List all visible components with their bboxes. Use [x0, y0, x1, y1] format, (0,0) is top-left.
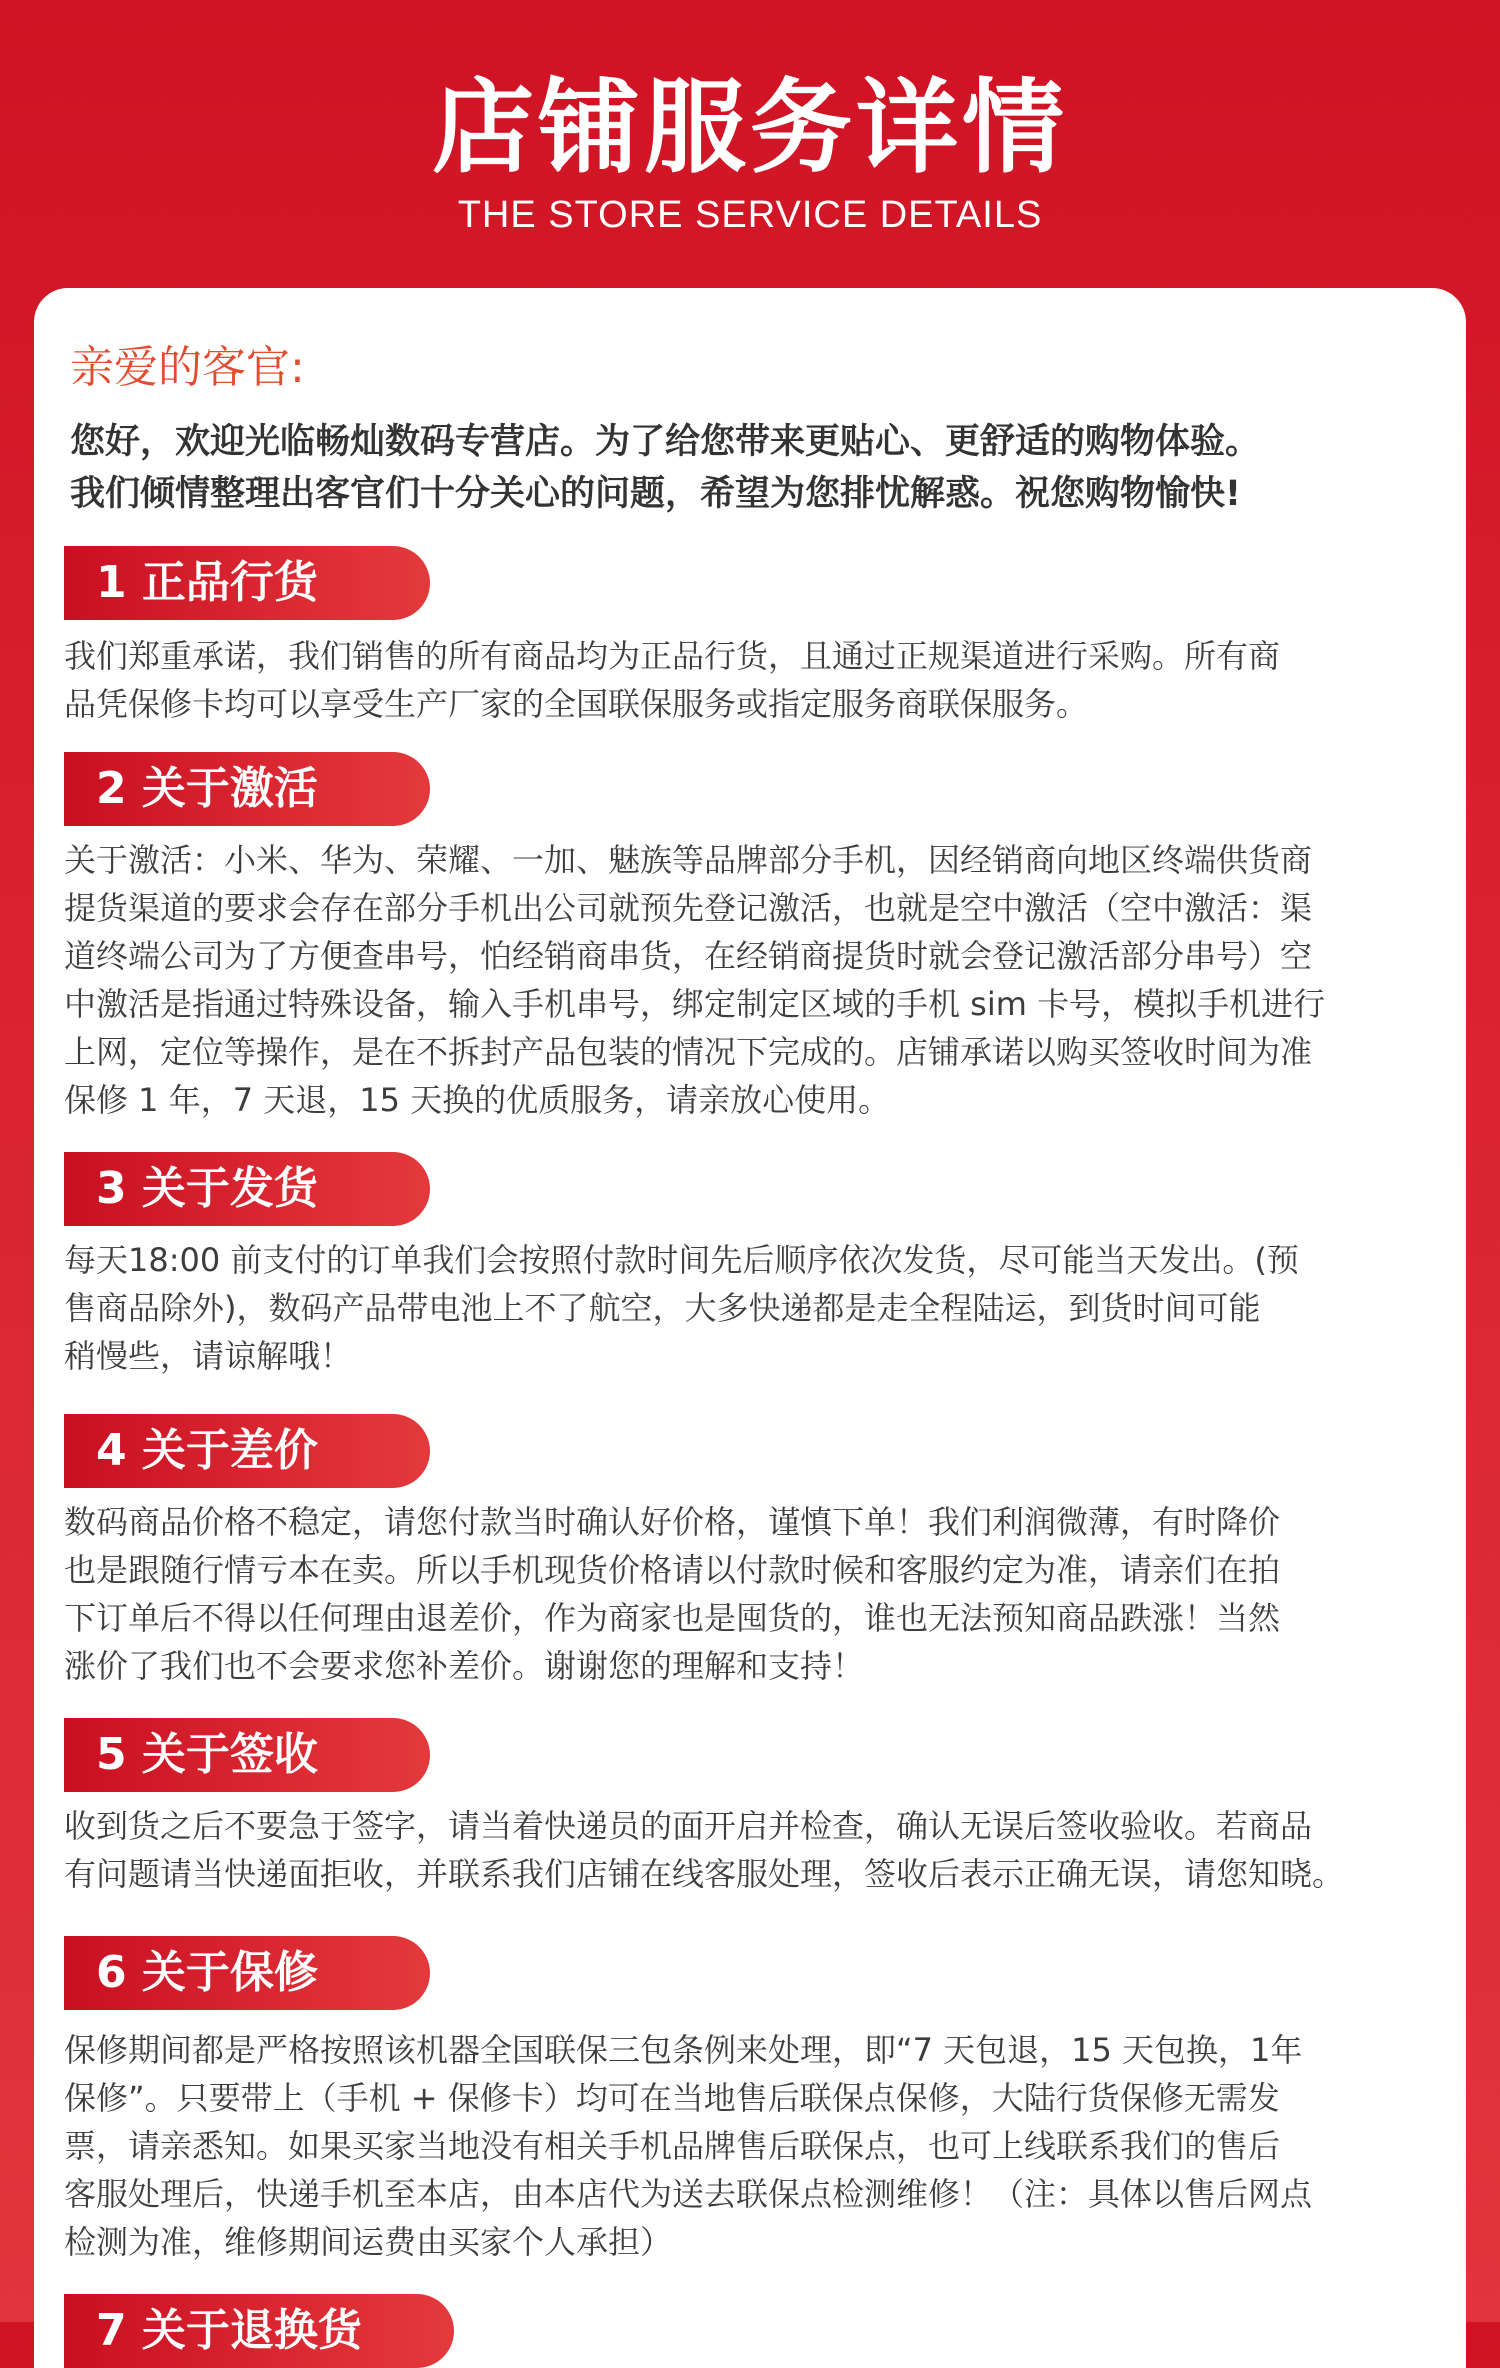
section-body-price-difference	[64, 1498, 1444, 1690]
section-heading-price-difference: 4 关于差价	[64, 1414, 430, 1488]
section-heading-shipping: 3 关于发货	[64, 1152, 430, 1226]
section-line: 保修”。只要带上（手机 + 保修卡）均可在当地售后联保点保修，大陆行货保修无需发	[64, 2079, 1280, 2117]
page-header	[0, 0, 1500, 290]
section-heading-activation: 2 关于激活	[64, 752, 430, 826]
section-line: 涨价了我们也不会要求您补差价。谢谢您的理解和支持！	[64, 1647, 865, 1685]
section-heading-returns: 7 关于退换货	[64, 2294, 454, 2368]
section-line: 保修 1 年，7 天退，15 天换的优质服务，请亲放心使用。	[64, 1081, 891, 1119]
section-body-signing	[64, 1802, 1444, 1898]
service-details-card	[34, 288, 1466, 2368]
section-body-genuine	[64, 632, 1444, 728]
section-line: 数码商品价格不稳定，请您付款当时确认好价格，谨慎下单！我们利润微薄，有时降价	[64, 1503, 1281, 1541]
section-line: 关于激活：小米、华为、荣耀、一加、魅族等品牌部分手机，因经销商向地区终端供货商	[64, 841, 1313, 879]
section-line: 也是跟随行情亏本在卖。所以手机现货价格请以付款时候和客服约定为准，请亲们在拍	[64, 1551, 1281, 1589]
intro-line: 您好，欢迎光临畅灿数码专营店。为了给您带来更贴心、更舒适的购物体验。	[70, 422, 1261, 462]
section-body-activation	[64, 836, 1444, 1124]
section-line: 客服处理后，快递手机至本店，由本店代为送去联保点检测维修！（注：具体以售后网点	[64, 2175, 1313, 2213]
page-subtitle: THE STORE SERVICE DETAILS	[457, 194, 1043, 236]
intro-text	[70, 416, 1470, 520]
section-line: 道终端公司为了方便查串号，怕经销商串货，在经销商提货时就会登记激活部分串号）空	[64, 937, 1313, 975]
section-line: 提货渠道的要求会存在部分手机出公司就预先登记激活，也就是空中激活（空中激活：渠	[64, 889, 1313, 927]
section-line: 我们郑重承诺，我们销售的所有商品均为正品行货，且通过正规渠道进行采购。所有商	[64, 637, 1281, 675]
section-line: 稍慢些，请谅解哦！	[64, 1337, 353, 1375]
section-line: 保修期间都是严格按照该机器全国联保三包条例来处理，即“7 天包退，15 天包换，1年	[64, 2031, 1303, 2069]
section-line: 品凭保修卡均可以享受生产厂家的全国联保服务或指定服务商联保服务。	[64, 685, 1089, 723]
intro-line: 我们倾情整理出客官们十分关心的问题，希望为您排忧解惑。祝您购物愉快!	[70, 474, 1241, 514]
section-heading-signing: 5 关于签收	[64, 1718, 430, 1792]
section-heading-genuine: 1 正品行货	[64, 546, 430, 620]
page-title: 店铺服务详情	[432, 69, 1068, 188]
section-line: 下订单后不得以任何理由退差价，作为商家也是囤货的，谁也无法预知商品跌涨！当然	[64, 1599, 1281, 1637]
section-line: 票，请亲悉知。如果买家当地没有相关手机品牌售后联保点，也可上线联系我们的售后	[64, 2127, 1281, 2165]
section-line: 每天18:00 前支付的订单我们会按照付款时间先后顺序依次发货，尽可能当天发出。(预	[64, 1241, 1299, 1279]
section-body-warranty	[64, 2026, 1444, 2266]
section-line: 上网，定位等操作，是在不拆封产品包装的情况下完成的。店铺承诺以购买签收时间为准	[64, 1033, 1313, 1071]
section-heading-warranty: 6 关于保修	[64, 1936, 430, 2010]
section-line: 收到货之后不要急于签字，请当着快递员的面开启并检查，确认无误后签收验收。若商品	[64, 1807, 1313, 1845]
section-line: 售商品除外)，数码产品带电池上不了航空，大多快递都是走全程陆运，到货时间可能	[64, 1289, 1261, 1327]
greeting: 亲爱的客官:	[70, 342, 305, 393]
section-line: 有问题请当快递面拒收，并联系我们店铺在线客服处理，签收后表示正确无误，请您知晓。	[64, 1855, 1345, 1893]
section-body-shipping	[64, 1236, 1444, 1380]
section-line: 检测为准，维修期间运费由买家个人承担）	[64, 2223, 673, 2261]
section-line: 中激活是指通过特殊设备，输入手机串号，绑定制定区域的手机 sim 卡号，模拟手机进行	[64, 985, 1326, 1023]
